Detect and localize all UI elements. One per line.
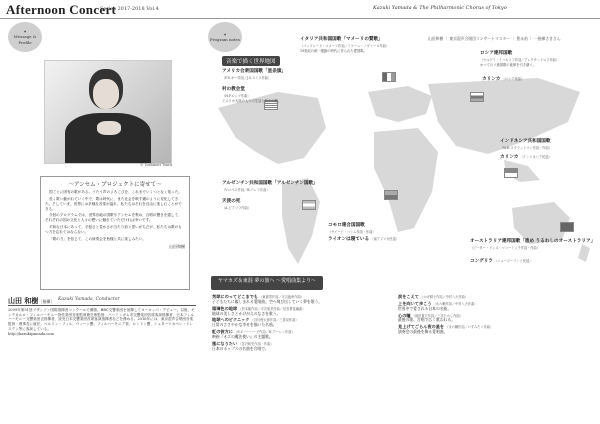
list-item: 気球にのってどこまでも （東龍男作詞／平吉毅州作曲） 子どもたちに親しまれる愛唱曲。空へ飛び出していく夢を歌う。 [212, 294, 323, 304]
entry-kalinka: カリンカ （ロシア民謡） [482, 77, 525, 82]
entry-church: 村の教会堂 （H.Fルッツ作曲） アメリカ大陸の人々の生活と祈りの歌。 [222, 87, 282, 104]
profile-rule [8, 305, 196, 306]
list-item: 見上げてごらん夜の星を （永六輔作詞／いずみたく作曲） 演奏会の最後を飾る愛唱曲。 [398, 324, 494, 335]
message-badge: ✦ Message & Profile [8, 22, 42, 52]
message-signature: 山田和樹 [169, 243, 185, 249]
entry-usa: アメリカ合衆国国歌「星条旗」 （F.S.キー作詞／J.S.スミス作曲） [222, 69, 286, 80]
map-section-title: 音楽で描く世界地図 [222, 56, 280, 66]
header-rule [0, 18, 600, 19]
song-list-left [212, 294, 388, 353]
entry-nz: コングリラ （ニュージーランド民謡） [470, 259, 533, 264]
profile-latin-name: Kazuki Yamada, Conductor [58, 297, 120, 302]
series-label: Series 2017-2018 Vol.4 [100, 6, 159, 12]
concert-title: Afternoon Concert [6, 2, 117, 17]
message-paragraph: 「歌の力」を信じて、この演奏会を皆様と共に楽しみたい。 [49, 236, 146, 241]
badge-icon: ✦ [23, 29, 27, 35]
entry-australia: オーストラリア連邦国歌「進め うるわしのオーストラリア」 （ピーター・ドッズ・マコーミック作詞・作曲） [470, 239, 596, 250]
photo-caption: © Yoshinori Tsuru [140, 163, 173, 167]
conductor-photo [44, 60, 172, 164]
profile-name: 山田 和樹［指揮］ [8, 296, 55, 305]
flag-australia-icon [560, 222, 574, 232]
flag-italy-icon [382, 72, 396, 82]
list-item: 地球へのピクニック （谷川俊太郎作詞／三善晃作曲） 日常のささやかな幸せを描いた名曲。 [212, 317, 299, 328]
flag-argentina-icon [302, 200, 316, 210]
entry-indonesia: インドネシア共和国国歌 （W.R.スプラットマン作詞・作曲） [500, 139, 552, 150]
flag-indonesia-icon [504, 168, 518, 178]
list-item: 瑠璃色の地球 （松本隆作詞／平井夏美作曲／信長貴富編曲） 地球の美しさとかけがえのなさを歌う。 [212, 305, 306, 316]
list-item: 涙をこえて （かぜ耕士作詞／中村八大作曲） [398, 294, 468, 299]
entry-lion: ライオンは寝ている （南アフリカ民謡） [328, 237, 399, 242]
header-right-title: Kazuki Yamada & The Philharmonic Chorus of Tokyo [373, 5, 507, 11]
message-paragraph: 国ごとに固有の歌がある。うたう声のよろこびを、これまでいくつとなく知った。 [49, 190, 182, 194]
badge-icon: ✦ [223, 31, 227, 37]
profile-url[interactable]: http://kazukiyamada.com [8, 331, 54, 336]
entry-indonesia-folk: カリンカ （インドネシア民謡） [500, 155, 552, 160]
profile-body: 2009年第51回ブザンソン国際指揮者コンクールで優勝。BBC交響楽団を指揮してヨーロッパ・デビュー。以後、モンテカルロ・フィルハーモニー管弦楽団音楽監督兼芸術監督、バーミンガム市交響楽団首席客演指揮者、日本フィルハーモニー交響楽団正指揮者、読売日本交響楽団首席客演指揮者などを務める。2016年には、東京混声合唱団音楽監督・理事長に就任。ベルリン・フィル、ウィーン響、フィルハーモニア管、ロンドン響、シュターツカペレ・ドレスデン等に客演している。 http://kazukiyamada.com [8, 308, 195, 336]
list-item: 虹の彼方に （E.Y.ハーバーグ作詞／H.アーレン作曲） 映画『オズの魔法使い』の主題歌。 [212, 329, 295, 340]
message-paragraph: 平和な日本にあって、平穏さと豊かさが当たり前と思いがちだが、私たちは歌のもつ力を忘れてはならない。 [45, 225, 182, 234]
flag-comoros-icon [384, 190, 398, 200]
entry-angel: 天使の死 （A.ピアソラ作曲） [222, 199, 251, 210]
list-item: 上を向いて歩こう （永六輔作詞／中村八大作曲） 世界中で愛される日本の名曲。 [398, 300, 478, 311]
entry-comoros: コモロ連合国国歌 （サイード・ハシム作詞・作曲） [328, 223, 376, 234]
message-paragraph: 今回のプログラムでは、世界各地の国歌やアンセムを集め、合唱の響きを通して、それぞれの国の文化と人々の想いに触れていただければ幸いです。 [45, 213, 182, 223]
entry-italy: イタリア共和国国歌「マメーリの賛歌」 （ゴッフレード・マメーリ作詞／ミケーレ・ノヴァーロ作曲） 19世紀の統一運動の時代に作られた愛国歌。 [300, 37, 389, 54]
list-item: 風になりたい （宮沢和史作詞・作曲） 日本のポップスの名曲を合唱で。 [212, 340, 274, 351]
dream-section-title: ヤマカズ＆東混 夢の旅へ 〜愛唱曲集より〜 [211, 276, 323, 290]
message-title: 〜アンセム・プロジェクトに寄せて〜 [68, 182, 162, 188]
message-paragraph: 長く歌い継がれていく中で、歌は時代に、また社会を映す鏡のように変化してきた。そしていま、世界には多様な音楽が溢れ、私たちはそれを自由に楽しむことができる。 [45, 196, 182, 211]
song-list-right [398, 294, 594, 336]
program-badge: ✦ Program notes [208, 22, 242, 52]
entry-russia: ロシア連邦国歌 （セルゲイ・ミハルコフ作詞／アレクサンドロフ作曲） かつてのソ連国歌の旋律を引き継ぐ。 [480, 51, 560, 68]
flag-russia-icon [470, 92, 484, 102]
credits-line: 山田和樹 ｜ 東京混声合唱団コンサートマスター ｜ 豊永裕 ｜ 一指揮さきさん [428, 36, 561, 41]
message-box [40, 176, 190, 290]
list-item: 心の瞳 （坂田寛夫作詞／三木たかし作曲） 最後の歌。合唱で広く歌われる。 [398, 312, 463, 323]
entry-argentina: アルゼンチン共和国国歌「アルゼンチン国歌」 （V.ロペス作詞／B.パレラ作曲） [222, 181, 318, 192]
